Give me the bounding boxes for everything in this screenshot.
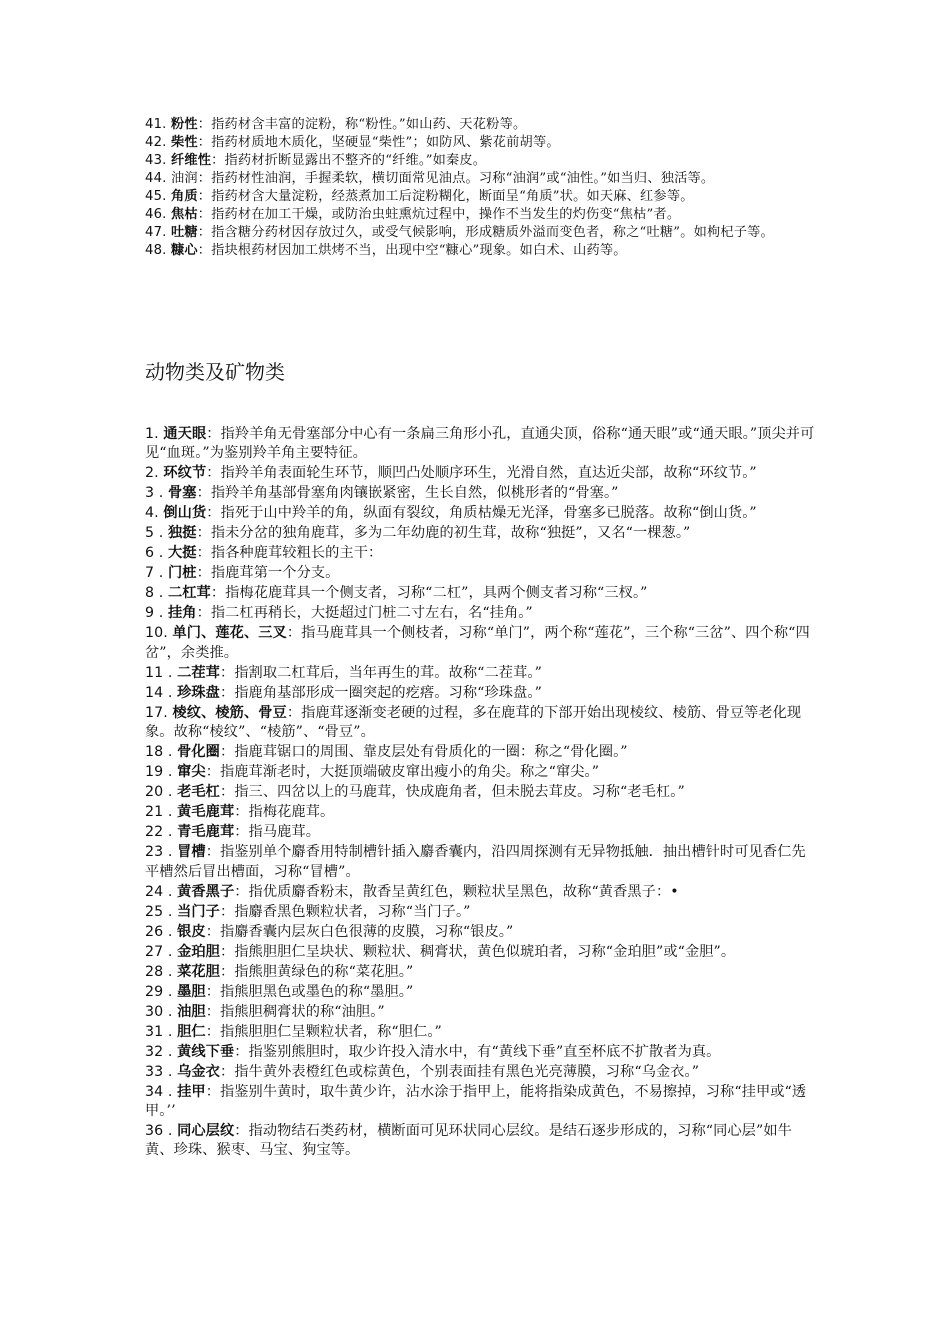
term-entry — [145, 224, 815, 242]
entry-term: 环纹节 — [163, 465, 207, 482]
term-entry — [145, 564, 817, 583]
entry-number: 14 . — [145, 684, 173, 701]
entry-term: 窜尖 — [177, 764, 206, 781]
entry-term: 糠心 — [170, 243, 198, 258]
entry-term: 金珀胆 — [177, 943, 220, 960]
entry-number: 47. — [145, 225, 167, 240]
entry-definition: ：指熊胆黄绿色的称“菜花胆。” — [219, 963, 414, 980]
entry-number: 23 . — [145, 844, 173, 861]
entry-number: 45. — [145, 189, 167, 204]
term-entry — [145, 484, 817, 503]
entry-term: 挂甲 — [177, 1083, 206, 1100]
entry-number: 20 . — [145, 784, 173, 801]
entry-number: 3 . — [145, 485, 164, 502]
term-entry — [145, 843, 817, 882]
term-entry — [145, 464, 817, 483]
entry-number: 31 . — [145, 1023, 173, 1040]
entry-number: 5 . — [145, 525, 164, 542]
entry-number: 34 . — [145, 1083, 173, 1100]
entry-definition: ：指熊胆稠膏状的称“油胆。” — [205, 1003, 385, 1020]
entry-term: 焦枯 — [170, 207, 198, 222]
entry-number: 6 . — [145, 545, 164, 562]
term-entry — [145, 425, 817, 464]
entry-definition: ：指割取二杠茸后，当年再生的茸。故称“二茬茸。” — [219, 664, 542, 681]
entry-term: 银皮 — [177, 923, 206, 940]
section-heading: 动物类及矿物类 — [145, 360, 285, 384]
entry-number: 30 . — [145, 1003, 173, 1020]
entry-definition: ：指鹿茸锯口的周围、靠皮层处有骨质化的一圈：称之“骨化圈。” — [219, 744, 628, 761]
entry-number: 21 . — [145, 804, 173, 821]
entry-number: 32 . — [145, 1043, 173, 1060]
entry-definition: ：指块根药材因加工烘烤不当，出现中空“糠心”现象。如白术、山药等。 — [197, 243, 627, 258]
entry-term: 墨胆 — [177, 983, 206, 1000]
entry-definition: ：指麝香囊内层灰白色很薄的皮膜，习称“银皮。” — [205, 923, 514, 940]
entry-term: 倒山货 — [163, 505, 207, 522]
term-entry — [145, 743, 817, 762]
entry-number: 46. — [145, 207, 167, 222]
entry-definition: ：指熊胆黑色或墨色的称“墨胆。” — [205, 983, 414, 1000]
entry-term: 青毛鹿茸 — [177, 824, 235, 841]
term-entry — [145, 943, 817, 962]
entry-number: 43. — [145, 153, 167, 168]
entry-definition: ：指药材折断显露出不整齐的“纤维。”如秦皮。 — [211, 153, 487, 168]
term-entry — [145, 152, 815, 170]
term-entry — [145, 188, 815, 206]
entry-number: 36 . — [145, 1123, 173, 1140]
entry-term: 棱纹、棱筋、骨豆 — [172, 704, 287, 721]
entry-definition: ：指麝香黑色颗粒状者，习称“当门子。” — [219, 903, 471, 920]
term-entry — [145, 923, 817, 942]
entry-definition: ：指马鹿茸具一个侧枝者，习称“单门”，两个称“莲花”，三个称“三岔”、四个称“四岔”，余类推。 — [145, 625, 810, 661]
entry-number: 42. — [145, 135, 167, 150]
entry-number: 27 . — [145, 943, 173, 960]
entry-term: 纤维性 — [170, 153, 212, 168]
term-entry — [145, 170, 815, 188]
term-entry — [145, 1083, 817, 1122]
entry-term: 胆仁 — [177, 1023, 206, 1040]
term-entry — [145, 823, 817, 842]
entry-number: 4. — [145, 505, 159, 522]
term-entry — [145, 116, 815, 134]
plant-terms-list — [145, 116, 815, 260]
entry-definition: ：指鹿茸第一个分支。 — [196, 565, 340, 582]
entry-term: 黄毛鹿茸 — [177, 804, 235, 821]
entry-term: 老毛杠 — [177, 784, 220, 801]
entry-term: 二杠茸 — [167, 585, 211, 602]
entry-number: 19 . — [145, 764, 173, 781]
term-entry — [145, 584, 817, 603]
entry-number: 25 . — [145, 903, 173, 920]
entry-number: 41. — [145, 117, 167, 132]
entry-definition: ：指动物结石类药材，横断面可见环状同心层纹。是结石逐步形成的，习称“同心层”如牛黄、珍珠、猴枣、马宝、狗宝等。 — [145, 1123, 792, 1159]
entry-definition: ：指药材含大量淀粉，经蒸煮加工后淀粉糊化，断面呈“角质”状。如天麻、红参等。 — [197, 189, 694, 204]
entry-term: 黄香黑子 — [177, 883, 235, 900]
entry-term: 油胆 — [177, 1003, 206, 1020]
term-entry — [145, 704, 817, 743]
term-entry — [145, 684, 817, 703]
entry-number: 44. — [145, 171, 167, 186]
entry-definition: ：指二杠再稍长，大挺超过门桩二寸左右，名“挂角。” — [196, 605, 533, 622]
entry-definition: ：指鹿茸逐渐变老硬的过程，多在鹿茸的下部开始出现棱纹、棱筋、骨豆等老化现象。故称“棱纹”、“棱筋”、“骨豆”。 — [145, 704, 802, 741]
term-entry — [145, 664, 817, 683]
entry-definition: ：指鉴别熊胆时，取少许投入清水中，有“黄线下垂”直至杯底不扩散者为真。 — [234, 1043, 721, 1060]
term-entry — [145, 1063, 817, 1082]
entry-number: 33 . — [145, 1063, 173, 1080]
entry-definition: ：指鉴别牛黄时，取牛黄少许，沾水涂于指甲上，能将指染成黄色，不易擦掉，习称“挂甲或“透甲。’’ — [145, 1083, 807, 1120]
entry-number: 24 . — [145, 883, 173, 900]
entry-number: 8 . — [145, 585, 164, 602]
entry-definition: ：指各种鹿茸较粗长的主干： — [196, 545, 383, 562]
entry-definition: ：指梅花鹿茸。 — [234, 804, 335, 821]
entry-term: 大挺 — [167, 545, 197, 562]
entry-number: 2. — [145, 465, 159, 482]
entry-definition: ：指未分岔的独角鹿茸，多为二年幼鹿的初生茸，故称“独挺”，又名“一棵葱。” — [196, 525, 691, 542]
term-entry — [145, 206, 815, 224]
term-entry — [145, 504, 817, 523]
entry-number: 29 . — [145, 983, 173, 1000]
term-entry — [145, 1043, 817, 1062]
term-entry — [145, 883, 817, 902]
entry-definition: ：指药材含丰富的淀粉，称“粉性。”如山药、天花粉等。 — [197, 117, 527, 132]
entry-definition: ：指药材质地木质化，坚硬显“柴性”；如防风、紫花前胡等。 — [197, 135, 560, 150]
entry-definition: ：指熊胆胆仁呈块状、颗粒状、稠膏状，黄色似琥珀者，习称“金珀胆”或“金胆”。 — [219, 943, 736, 960]
entry-term: 吐糖 — [170, 225, 198, 240]
term-entry — [145, 1122, 817, 1161]
entry-definition: ：指熊胆胆仁呈颗粒状者，称“胆仁。” — [205, 1023, 442, 1040]
entry-term: 同心层纹 — [177, 1123, 235, 1140]
entry-term: 挂角 — [167, 605, 197, 622]
entry-term: 当门子 — [177, 903, 220, 920]
term-entry — [145, 963, 817, 982]
entry-definition: 油润：指药材性油润，手握柔软，横切面常见油点。习称“油润”或“油性。”如当归、独活等。 — [170, 171, 715, 186]
entry-term: 二茬茸 — [177, 664, 220, 681]
term-entry — [145, 783, 817, 802]
entry-term: 菜花胆 — [177, 963, 220, 980]
entry-definition: ：指梅花鹿茸具一个侧支者，习称“二杠”，具两个侧支者习称“三杈。” — [210, 585, 648, 602]
entry-definition: ：指马鹿茸。 — [234, 824, 320, 841]
term-entry — [145, 903, 817, 922]
entry-definition: ：指含糖分药材因存放过久，或受气候影响，形成糖质外溢而变色者，称之“吐糖”。如枸杞子等。 — [197, 225, 774, 240]
entry-number: 18 . — [145, 744, 173, 761]
term-entry — [145, 1023, 817, 1042]
entry-number: 7 . — [145, 565, 164, 582]
entry-term: 黄线下垂 — [177, 1043, 235, 1060]
entry-number: 17. — [145, 704, 168, 721]
term-entry — [145, 134, 815, 152]
entry-term: 单门、莲花、三叉 — [172, 625, 287, 642]
entry-definition: ：指羚羊角基部骨塞角肉镶嵌紧密，生长自然，似桃形者的“骨塞。” — [196, 485, 619, 502]
entry-number: 11 . — [145, 664, 173, 681]
entry-definition: ：指三、四岔以上的马鹿茸，快成鹿角者，但未脱去茸皮。习称“老毛杠。” — [219, 784, 685, 801]
term-entry — [145, 524, 817, 543]
entry-term: 珍珠盘 — [177, 684, 220, 701]
term-entry — [145, 242, 815, 260]
entry-definition: ：指鹿茸渐老时，大挺顶端破皮窜出瘦小的角尖。称之“窜尖。” — [205, 764, 600, 781]
entry-number: 10. — [145, 625, 168, 642]
entry-definition: ：指死于山中羚羊的角，纵面有裂纹，角质枯燥无光泽，骨塞多已脱落。故称“倒山货。” — [206, 505, 757, 522]
entry-definition: ：指鹿角基部形成一圈突起的疙瘩。习称“珍珠盘。” — [219, 684, 542, 701]
entry-definition: ：指羚羊角无骨塞部分中心有一条扁三角形小孔，直通尖顶，俗称“通天眼”或“通天眼。”顶尖并可见“血斑。”为鉴别羚羊角主要特征。 — [145, 426, 815, 462]
entry-number: 1. — [145, 426, 159, 442]
entry-definition: ：指羚羊角表面轮生环节，顺凹凸处顺序环生，光滑自然，直达近尖部，故称“环纹节。” — [206, 465, 757, 482]
entry-number: 48. — [145, 243, 167, 258]
entry-term: 骨化圈 — [177, 744, 220, 761]
term-entry — [145, 803, 817, 822]
entry-number: 26 . — [145, 923, 173, 940]
term-entry — [145, 624, 817, 663]
entry-term: 骨塞 — [167, 485, 197, 502]
entry-term: 门桩 — [167, 565, 197, 582]
animal-mineral-terms-list — [145, 425, 817, 1161]
entry-term: 冒槽 — [177, 844, 206, 861]
term-entry — [145, 544, 817, 563]
term-entry — [145, 763, 817, 782]
entry-term: 独挺 — [167, 525, 197, 542]
entry-term: 粉性 — [170, 117, 198, 132]
term-entry — [145, 604, 817, 623]
entry-term: 角质 — [170, 189, 198, 204]
term-entry — [145, 1003, 817, 1022]
entry-number: 28 . — [145, 963, 173, 980]
entry-definition: ：指鉴别单个麝香用特制槽针插入麝香囊内，沿四周探测有无异物抵触．抽出槽针时可见香仁先平槽然后冒出槽面，习称“冒槽”。 — [145, 844, 806, 880]
entry-definition: ：指牛黄外表橙红色或棕黄色，个别表面挂有黑色光亮薄膜，习称“乌金衣。” — [219, 1063, 700, 1080]
entry-definition: ：指优质麝香粉末，散香呈黄红色，颗粒状呈黑色，故称“黄香黑子：• — [234, 883, 679, 900]
term-entry — [145, 983, 817, 1002]
entry-number: 9 . — [145, 605, 164, 622]
entry-term: 乌金衣 — [177, 1063, 220, 1080]
entry-definition: ：指药材在加工干燥，或防治虫蛀熏炕过程中，操作不当发生的灼伤变“焦枯”者。 — [197, 207, 681, 222]
entry-term: 通天眼 — [163, 426, 207, 442]
entry-number: 22 . — [145, 824, 173, 841]
entry-term: 柴性 — [170, 135, 198, 150]
